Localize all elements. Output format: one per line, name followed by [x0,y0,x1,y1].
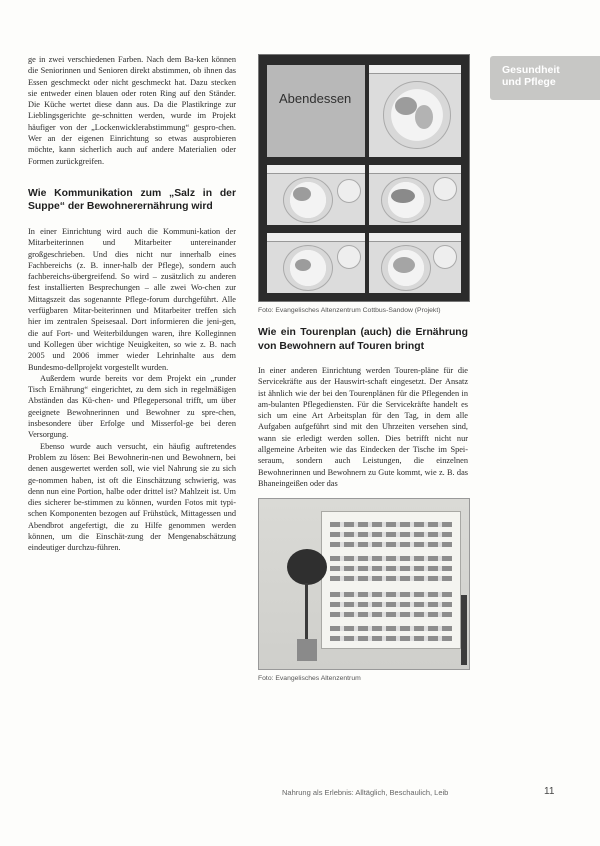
left-heading: Wie Kommunikation zum „Salz in der Suppe“ der Bewohnerernährung wird [28,187,236,213]
section-tab-line-1: Gesundheit [502,64,560,76]
page-number: 11 [544,786,555,797]
plate-photo [369,165,461,225]
left-paragraph-2: Außerdem wurde bereits vor dem Projekt ein „runder Tisch Ernährung“ eingerichtet, zu dem sich in regelmäßigen Abständen das Kü-chen- und Pflegepersonal trifft, um über geeignete Bewohnerinnen und Bewohner zu spre-chen, insbesondere über Erfolge und Misserfol-ge bei deren Versorgung. [28,373,236,440]
left-paragraph-top: ge in zwei verschiedenen Farben. Nach dem Ba-ken können die Seniorinnen und Senioren direkt abstimmen, ob ihnen das Essen geschmeckt oder nicht geschmeckt hat. Dazu stecken sie entweder einen blauen oder roten Ring auf den Ständer. Die Küche wertet diese dann aus. Da die Plastikringe zur Lieblingsgerichte ge-schnitten werden, wurde im Projekt häufiger von der „Lockenwicklerabstimmung“ gespro-chen. Wer an der eigenen Einrichtung so etwas ausprobieren möchte, kann sicherlich auch auf andere Materialien oder Formen zurückgreifen. [28,55,236,166]
right-heading: Wie ein Tourenplan (auch) die Ernährung von Bewohnern auf Touren bringt [258,327,468,352]
tour-plan-photo [258,498,470,670]
figure-2-caption: Foto: Evangelisches Altenzentrum [258,675,361,683]
section-tab [490,56,600,100]
wall-planner [321,511,461,649]
left-paragraph-1: In einer Einrichtung wird auch die Kommuni-kation der Mitarbeiterinnen und Mitarbeiter untereinander großgeschrieben. Und dies nicht nur innerhalb eines Fachbereichs (z. B. inner-halb der Pflege), sondern auch fachbereichs-übergreifend. So wird – zusätzlich zu anderen fest installierten Besprechungen – alle zwei Wo-chen zur Mittagszeit das sogenannte Pflege-forum durchgeführt. Alle verfügbaren Mitar-beiterinnen und Mitarbeiter treffen sich hier im zentralen Speisesaal. Dort informieren die jeni-gen, die auf Fort- und Weiterbildungen waren, ihre Kolleginnen und Kollegen über wichtige Neuigkeiten, so wie z. B. nach 2005 und 2006 immer wieder Lehrinhalte aus dem Bundesmo-dellprojekt vorgestellt wurden. [28,226,236,372]
right-column [258,54,468,683]
abendessen-title: Abendessen [279,91,352,106]
right-paragraph-1: In einer anderen Einrichtung werden Touren-pläne für die Servicekräfte aus der Hauswirt-schaft eingesetzt. Der Ansatz ist ähnlich wie der bei den Tourenplänen für die Pflegenden in am-bulanten Pflegediensten. Für die Servicekräfte handelt es sich um eine Art Arbeitsplan für den Tag, in dem alle Aufgaben aufgeführt sind mit den Uhrzeiten versehen sind, wann sie erledigt werden sollen. Dies betrifft nicht nur allgemeine Arbeiten wie das Eindecken der Tische im Spei-seraum, sondern auch Leistungen, die einzelnen Bewohnerinnen und Bewohnern zu Gute kommt, wie z. B. das Bhaneingeißen oder das [258,366,468,488]
left-column [28,54,236,554]
meal-photo-board [258,54,470,302]
plate-photo [369,233,461,293]
footer-source: Nahrung als Erlebnis: Alltäglich, Beschaulich, Leib [282,788,449,797]
plate-photo [369,65,461,157]
section-tab-line-2: und Pflege [502,76,556,88]
left-paragraph-3: Ebenso wurde auch versucht, ein häufig auftretendes Problem zu lösen: Bei Bewohnerin-nen und Bewohnern, bei denen ausgewertet werden soll, wie viel Nahrung sie zu sich ge-nommen haben, ist oft die Einschätzung schwierig, was denn nun eine Portion, halbe oder drittel ist? Mahlzeit ist. Um dies sicherer be-stimmen zu können, wurden Fotos mit typi-schen Komponenten bezogen auf Frühstück, Mittagessen und Abendbrot angefertigt, die zu Hilfe genommen werden können, um die Einschät-zung der Mengenabschätzung eindeutiger durchzu-führen. [28,441,236,553]
plate-photo [267,233,365,293]
plate-photo [267,165,365,225]
figure-1-caption: Foto: Evangelisches Altenzentrum Cottbus-Sandow (Projekt) [258,307,441,314]
abendessen-title-card [267,65,365,157]
